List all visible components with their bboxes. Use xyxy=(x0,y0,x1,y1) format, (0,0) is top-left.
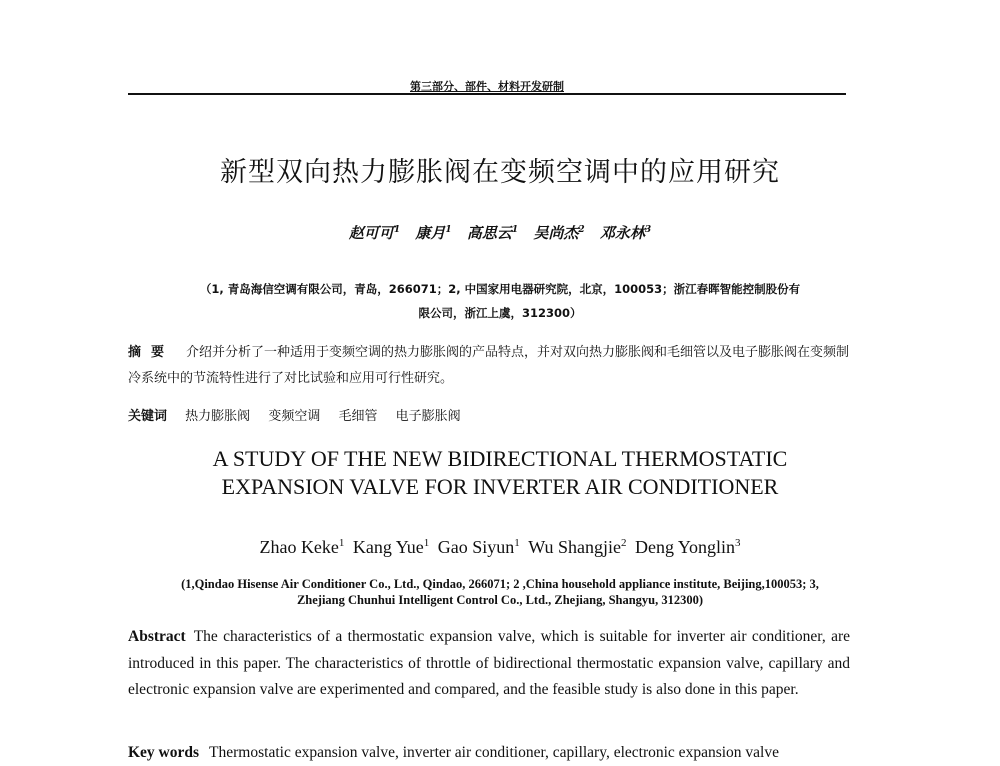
abstract-text: The characteristics of a thermostatic expansion valve, which is suitable for inverter air conditioner, are introduced in this paper. The characteristics of throttle of bidirectional thermostatic expansion valve, capillary and electronic expansion valve are experimented and compared, and the feasible study is also done in this paper. xyxy=(128,628,850,698)
title-line: A STUDY OF THE NEW BIDIRECTIONAL THERMOSTATIC xyxy=(212,446,788,471)
author: 高思云$^1$ xyxy=(466,224,519,242)
keywords-label: 关键词 xyxy=(128,409,168,424)
author: Kang Yue$^1$ xyxy=(352,537,430,557)
abstract-text: 介绍并分析了一种适用于变频空调的热力膨胀阀的产品特点，并对双向热力膨胀阀和毛细管以及电子膨胀阀在变频制冷系统中的节流特性进行了对比试验和应用可行性研究。 xyxy=(128,345,850,386)
author: Wu Shangjie$^2$ xyxy=(528,537,627,557)
keywords-text: Thermostatic expansion valve, inverter air conditioner, capillary, electronic expansion valve xyxy=(209,744,779,761)
keywords-label: Key words xyxy=(128,744,200,761)
abstract-label: 摘要 xyxy=(128,345,175,360)
chinese-affiliations xyxy=(140,277,860,325)
abstract-label: Abstract xyxy=(128,628,186,645)
english-authors xyxy=(100,537,900,558)
keyword: 电子膨胀阀 xyxy=(395,409,461,424)
english-affiliations xyxy=(130,576,870,608)
keyword: 热力膨胀阀 xyxy=(185,409,251,424)
author: Deng Yonglin$^3$ xyxy=(635,537,741,557)
keyword: 变频空调 xyxy=(268,409,321,424)
english-title xyxy=(100,445,900,501)
author: 吴尚杰$^2$ xyxy=(533,224,585,242)
author: 康月$^1$ xyxy=(415,224,452,242)
affiliation-line: （1, 青岛海信空调有限公司，青岛，266071；2, 中国家用电器研究院，北京，100053；浙江春晖智能控制股份有 xyxy=(199,282,801,296)
affiliation-line: Zhejiang Chunhui Intelligent Control Co., Ltd., Zhejiang, Shangyu, 312300) xyxy=(296,593,704,607)
author: Gao Siyun$^1$ xyxy=(437,537,520,557)
keyword: 毛细管 xyxy=(338,409,378,424)
author: 赵可可$^1$ xyxy=(348,224,401,242)
chinese-keywords xyxy=(128,404,853,430)
title-line: EXPANSION VALVE FOR INVERTER AIR CONDITIONER xyxy=(221,474,779,499)
chinese-abstract xyxy=(128,340,853,392)
english-abstract xyxy=(128,624,850,704)
chinese-title: 新型双向热力膨胀阀在变频空调中的应用研究 xyxy=(220,157,780,188)
author: Zhao Keke$^1$ xyxy=(259,537,345,557)
affiliation-line: (1,Qindao Hisense Air Conditioner Co., Ltd., Qindao, 266071; 2 ,China household appliance institute, Beijing,100053; 3, xyxy=(181,577,819,591)
affiliation-line: 限公司，浙江上虞，312300） xyxy=(418,306,582,320)
chinese-authors xyxy=(100,222,900,243)
running-head: 第三部分、部件、材料开发研制 xyxy=(410,80,564,93)
english-keywords xyxy=(128,740,850,766)
header-rule xyxy=(128,93,846,95)
author: 邓永林$^3$ xyxy=(599,224,652,242)
